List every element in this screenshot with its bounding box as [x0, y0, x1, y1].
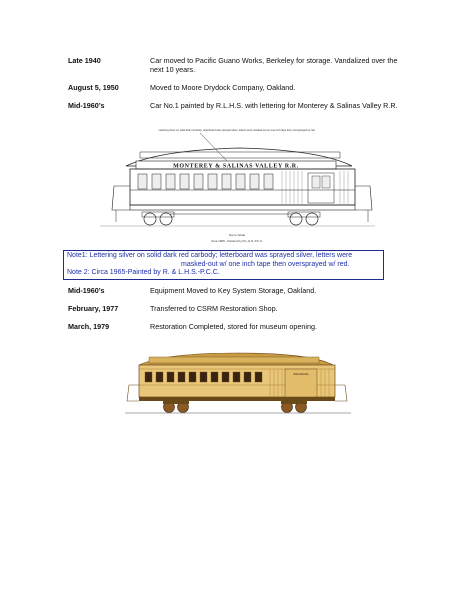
note2: Note 2: Circa 1965-Painted by R. & L.H.S.-P.C.C. — [67, 269, 220, 277]
car-line-drawing — [100, 126, 375, 248]
entry-date: Late 1940 — [68, 56, 101, 65]
notes-box — [63, 250, 384, 280]
baggage-door-label: BAGGAGE — [293, 372, 309, 376]
car-color-illustration — [125, 351, 351, 417]
note1-line2: masked-out w/ one inch tape then oversprayed w/ red. — [181, 260, 350, 268]
entry-date: August 5, 1950 — [68, 83, 119, 92]
entry-description: Car moved to Pacific Guano Works, Berkeley for storage. Vandalized over the next 10 years. — [150, 56, 398, 74]
entry-description: Transferred to CSRM Restoration Shop. — [150, 304, 278, 313]
entry-description: Moved to Moore Drydock Company, Oakland. — [150, 83, 296, 92]
entry-description: Car No.1 painted by R.L.H.S. with lettering for Monterey & Salinas Valley R.R. — [150, 101, 398, 110]
drawing-letterboard: MONTEREY & SALINAS VALLEY R.R. — [173, 163, 299, 170]
note1-line1: Note1: Lettering silver on solid dark red carbody; letterboard was sprayed silver, letters were — [67, 252, 353, 259]
entry-date: Mid-1960’s — [68, 286, 105, 295]
drawing-caption-credit: circa 1965 - Painted by R.L.H.S. P.C.C. — [210, 239, 264, 243]
drawing-caption-top: Lettering silver on solid dark red body; letterboard was sprayed silver, letters were masked-out w/ one inch tape then oversprayed w/ red. — [158, 129, 316, 132]
drawing-caption-scale: Not to Scale — [228, 233, 246, 237]
entry-description: Equipment Moved to Key System Storage, Oakland. — [150, 286, 317, 295]
entry-date: Mid-1960’s — [68, 101, 105, 110]
entry-date: February, 1977 — [68, 304, 119, 313]
entry-description: Restoration Completed, stored for museum opening. — [150, 322, 317, 331]
entry-date: March, 1979 — [68, 322, 110, 331]
